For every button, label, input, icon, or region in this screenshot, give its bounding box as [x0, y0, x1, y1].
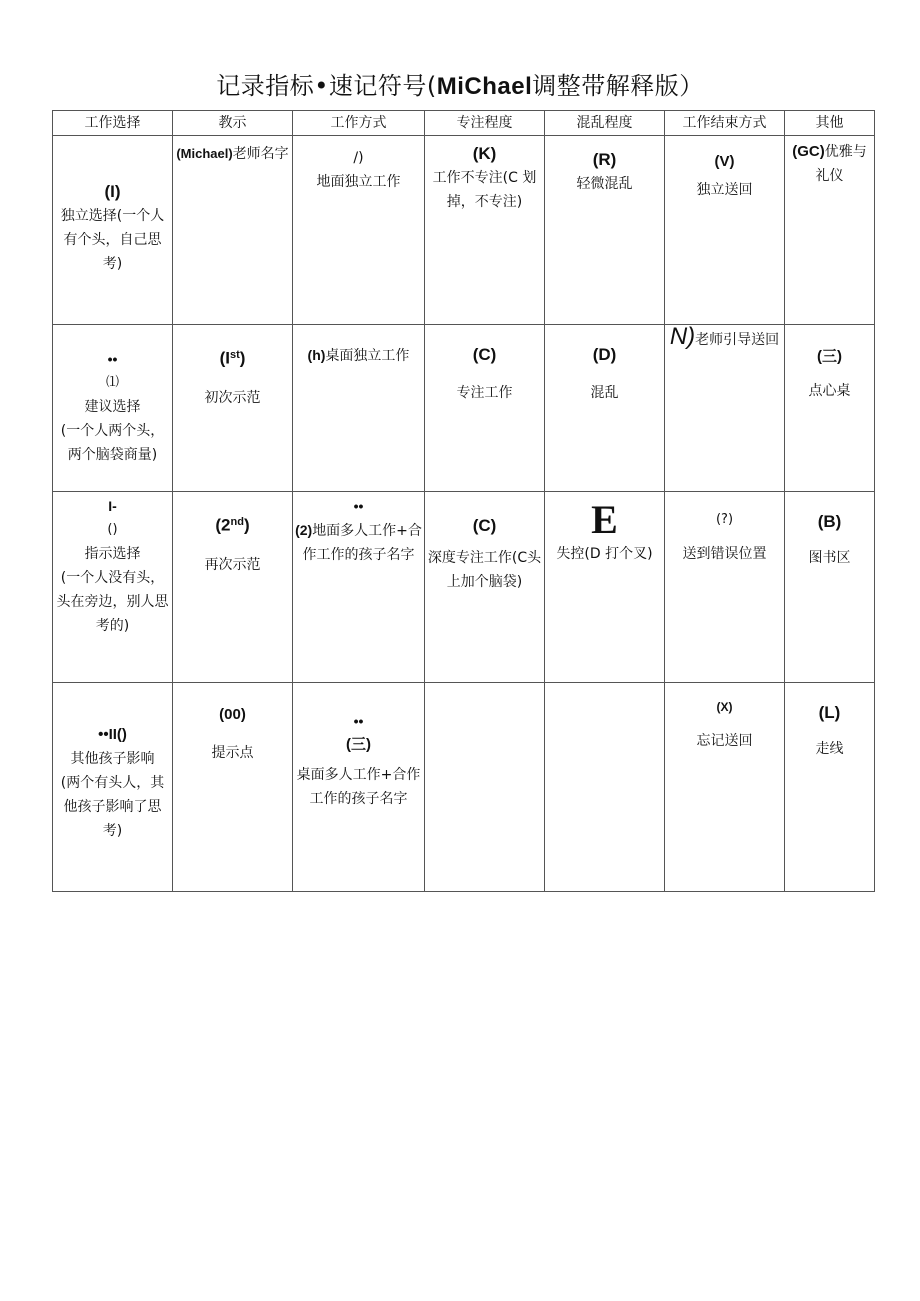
- other-cell: [785, 683, 875, 892]
- header-cell: 混乱程度: [545, 111, 665, 136]
- symbol-code: (C): [472, 516, 497, 535]
- end-cell: [665, 136, 785, 325]
- symbol-code-end: ): [243, 515, 250, 535]
- demo-cell: [173, 492, 293, 683]
- symbol-code: (V): [714, 153, 735, 170]
- demo-cell: [173, 683, 293, 892]
- symbol-desc: 失控(D 打个叉): [556, 546, 653, 562]
- chaos-cell: [545, 492, 665, 683]
- symbol-desc-detail: (一个人两个头，两个脑袋商量): [60, 423, 165, 463]
- chaos-cell: [545, 683, 665, 892]
- choice-cell: [53, 325, 173, 492]
- header-cell: 专注程度: [425, 111, 545, 136]
- symbol-code: (?): [715, 512, 734, 527]
- symbol-code: ••II(): [98, 726, 127, 743]
- symbol-code: (L): [818, 703, 841, 722]
- choice-cell: [53, 683, 173, 892]
- choice-cell: [53, 492, 173, 683]
- demo-cell: [173, 136, 293, 325]
- symbol-desc: 地面多人工作+合作工作的孩子名字: [302, 523, 422, 563]
- symbol-desc: 图书区: [808, 550, 851, 566]
- header-cell: 工作结束方式: [665, 111, 785, 136]
- symbol-code: E: [591, 497, 618, 542]
- symbol-code: ••: [353, 713, 364, 729]
- choice-cell: [53, 136, 173, 325]
- symbol-desc: 专注工作: [456, 385, 513, 401]
- symbol-sup: st: [229, 349, 240, 361]
- symbol-code: (三): [817, 348, 842, 365]
- symbol-desc: 忘记送回: [696, 733, 753, 749]
- chaos-cell: [545, 136, 665, 325]
- symbol-desc-detail: (一个人没有头，头在旁边，别人思考的): [56, 570, 169, 634]
- symbol-code: (I: [219, 348, 230, 368]
- focus-cell: [425, 136, 545, 325]
- symbol-sup: nd: [230, 516, 244, 528]
- symbol-desc: 点心桌: [808, 383, 851, 399]
- header-cell: 其他: [785, 111, 875, 136]
- symbol-code-secondary: (2): [295, 522, 313, 538]
- page-title: 记录指标•速记符号(MiChael调整带解释版）: [216, 72, 704, 100]
- other-cell: [785, 325, 875, 492]
- header-cell: 教示: [173, 111, 293, 136]
- symbol-desc: 老师名字: [232, 146, 289, 162]
- symbol-code: (X): [716, 700, 733, 714]
- symbol-desc: 提示点: [211, 745, 254, 761]
- symbol-desc: 混乱: [590, 385, 619, 401]
- demo-cell: [173, 325, 293, 492]
- symbol-code: (Michael): [176, 146, 233, 161]
- other-cell: [785, 136, 875, 325]
- header-cell: 工作方式: [293, 111, 425, 136]
- other-cell: [785, 492, 875, 683]
- table-row: [53, 325, 875, 492]
- symbol-sub: ⑴: [105, 375, 119, 390]
- symbol-code: (D): [592, 345, 617, 364]
- header-cell: 工作选择: [53, 111, 173, 136]
- symbol-code: I-: [108, 498, 117, 514]
- symbol-table: [52, 110, 875, 892]
- symbol-code: (K): [472, 144, 497, 163]
- symbol-desc: 建议选择: [84, 399, 141, 415]
- symbol-desc: 桌面独立工作: [325, 348, 410, 364]
- method-cell: [293, 683, 425, 892]
- symbol-desc: 桌面多人工作+合作工作的孩子名字: [296, 767, 421, 807]
- symbol-desc: 老师引导送回: [695, 332, 780, 348]
- symbol-desc: 其他孩子影响: [70, 751, 155, 767]
- symbol-desc: 工作不专注(C 划掉，不专注): [432, 170, 537, 210]
- symbol-desc: 独立选择(一个人有个头，自己思考): [60, 208, 165, 272]
- symbol-code: N): [669, 324, 696, 350]
- header-row: [53, 111, 875, 136]
- symbol-code: ••: [107, 351, 118, 367]
- end-cell: [665, 492, 785, 683]
- symbol-code-secondary: (三): [346, 736, 371, 753]
- focus-cell: [425, 492, 545, 683]
- symbol-code: (GC): [792, 143, 825, 160]
- symbol-code: ••: [353, 498, 364, 514]
- method-cell: [293, 492, 425, 683]
- symbol-code: (C): [472, 345, 497, 364]
- end-cell: [665, 683, 785, 892]
- symbol-desc: 走线: [815, 741, 844, 757]
- symbol-code: (B): [817, 512, 842, 531]
- symbol-desc: 初次示范: [204, 389, 261, 406]
- symbol-code-end: ): [239, 348, 246, 368]
- symbol-code: (2: [215, 515, 231, 535]
- symbol-desc-detail: (两个有头人，其他孩子影响了思考): [60, 775, 165, 839]
- symbol-desc: 优雅与礼仪: [815, 144, 867, 184]
- symbol-desc: 独立送回: [696, 182, 753, 198]
- symbol-code: (R): [592, 150, 617, 169]
- symbol-desc: 指示选择: [84, 546, 141, 562]
- symbol-code: (h): [307, 347, 326, 363]
- symbol-code: (I): [104, 182, 121, 201]
- symbol-desc: 再次示范: [204, 556, 261, 573]
- symbol-desc: 送到错误位置: [682, 546, 767, 562]
- focus-cell: [425, 325, 545, 492]
- symbol-code: (00): [219, 706, 246, 723]
- chaos-cell: [545, 325, 665, 492]
- table-row: [53, 136, 875, 325]
- table-row: [53, 492, 875, 683]
- method-cell: [293, 136, 425, 325]
- end-cell: [665, 325, 785, 492]
- symbol-sub: (): [107, 522, 118, 537]
- symbol-desc: 深度专注工作(C头上加个脑袋): [427, 550, 542, 590]
- symbol-code: /): [353, 150, 364, 166]
- symbol-desc: 地面独立工作: [316, 174, 401, 190]
- symbol-desc: 轻微混乱: [576, 176, 633, 192]
- method-cell: [293, 325, 425, 492]
- focus-cell: [425, 683, 545, 892]
- table-row: [53, 683, 875, 892]
